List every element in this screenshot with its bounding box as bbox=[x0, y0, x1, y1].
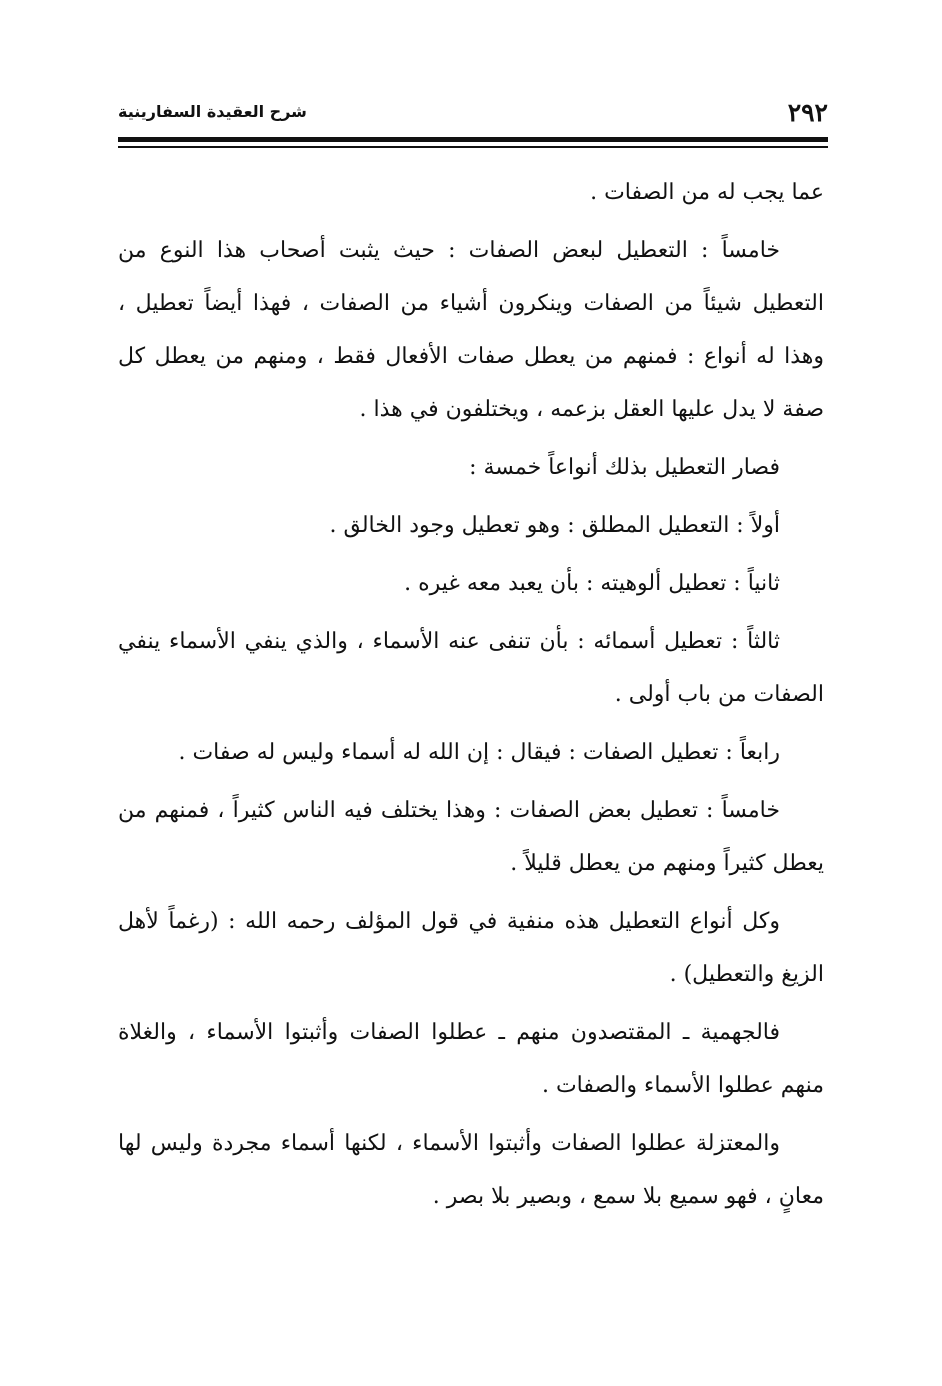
paragraph-3: فصار التعطيل بذلك أنواعاً خمسة : bbox=[469, 455, 780, 480]
page-body bbox=[118, 166, 824, 1228]
paragraph-4: أولاً : التعطيل المطلق : وهو تعطيل وجود الخالق . bbox=[329, 513, 780, 538]
paragraph-6: ثالثاً : تعطيل أسمائه : بأن تنفى عنه الأسماء ، والذي ينفي الأسماء ينفي الصفات من باب أولى . bbox=[118, 629, 824, 707]
header-rule-thick bbox=[118, 137, 828, 142]
paragraph-8: خامساً : تعطيل بعض الصفات : وهذا يختلف فيه الناس كثيراً ، فمنهم من يعطل كثيراً ومنهم من يعطل قليلاً . bbox=[118, 798, 824, 876]
header-rule-thin bbox=[118, 146, 828, 148]
paragraph-9: وكل أنواع التعطيل هذه منفية في قول المؤلف رحمه الله : (رغماً لأهل الزيغ والتعطيل) . bbox=[118, 909, 824, 987]
page-number: ٢٩٢ bbox=[787, 98, 828, 127]
running-title: شرح العقيدة السفارينية bbox=[118, 102, 307, 121]
paragraph-5: ثانياً : تعطيل ألوهيته : بأن يعبد معه غيره . bbox=[404, 571, 780, 596]
paragraph-10: فالجهمية ـ المقتصدون منهم ـ عطلوا الصفات وأثبتوا الأسماء ، والغلاة منهم عطلوا الأسماء والصفات . bbox=[118, 1020, 824, 1098]
paragraph-11: والمعتزلة عطلوا الصفات وأثبتوا الأسماء ، لكنها أسماء مجردة وليس لها معانٍ ، فهو سميع بلا سمع ، وبصير بلا بصر . bbox=[118, 1131, 824, 1209]
paragraph-2: خامساً : التعطيل لبعض الصفات : حيث يثبت أصحاب هذا النوع من التعطيل شيئاً من الصفات وينكرون أشياء من الصفات ، فهذا أيضاً تعطيل ، وهذا له أنواع : فمنهم من يعطل صفات الأفعال فقط ، ومنهم من يعطل كل صفة لا يدل عليها العقل بزعمه ، ويختلفون في هذا . bbox=[118, 238, 824, 422]
paragraph-7: رابعاً : تعطيل الصفات : فيقال : إن الله له أسماء وليس له صفات . bbox=[178, 740, 780, 765]
page-header bbox=[118, 96, 828, 130]
paragraph-1: عما يجب له من الصفات . bbox=[590, 180, 824, 205]
